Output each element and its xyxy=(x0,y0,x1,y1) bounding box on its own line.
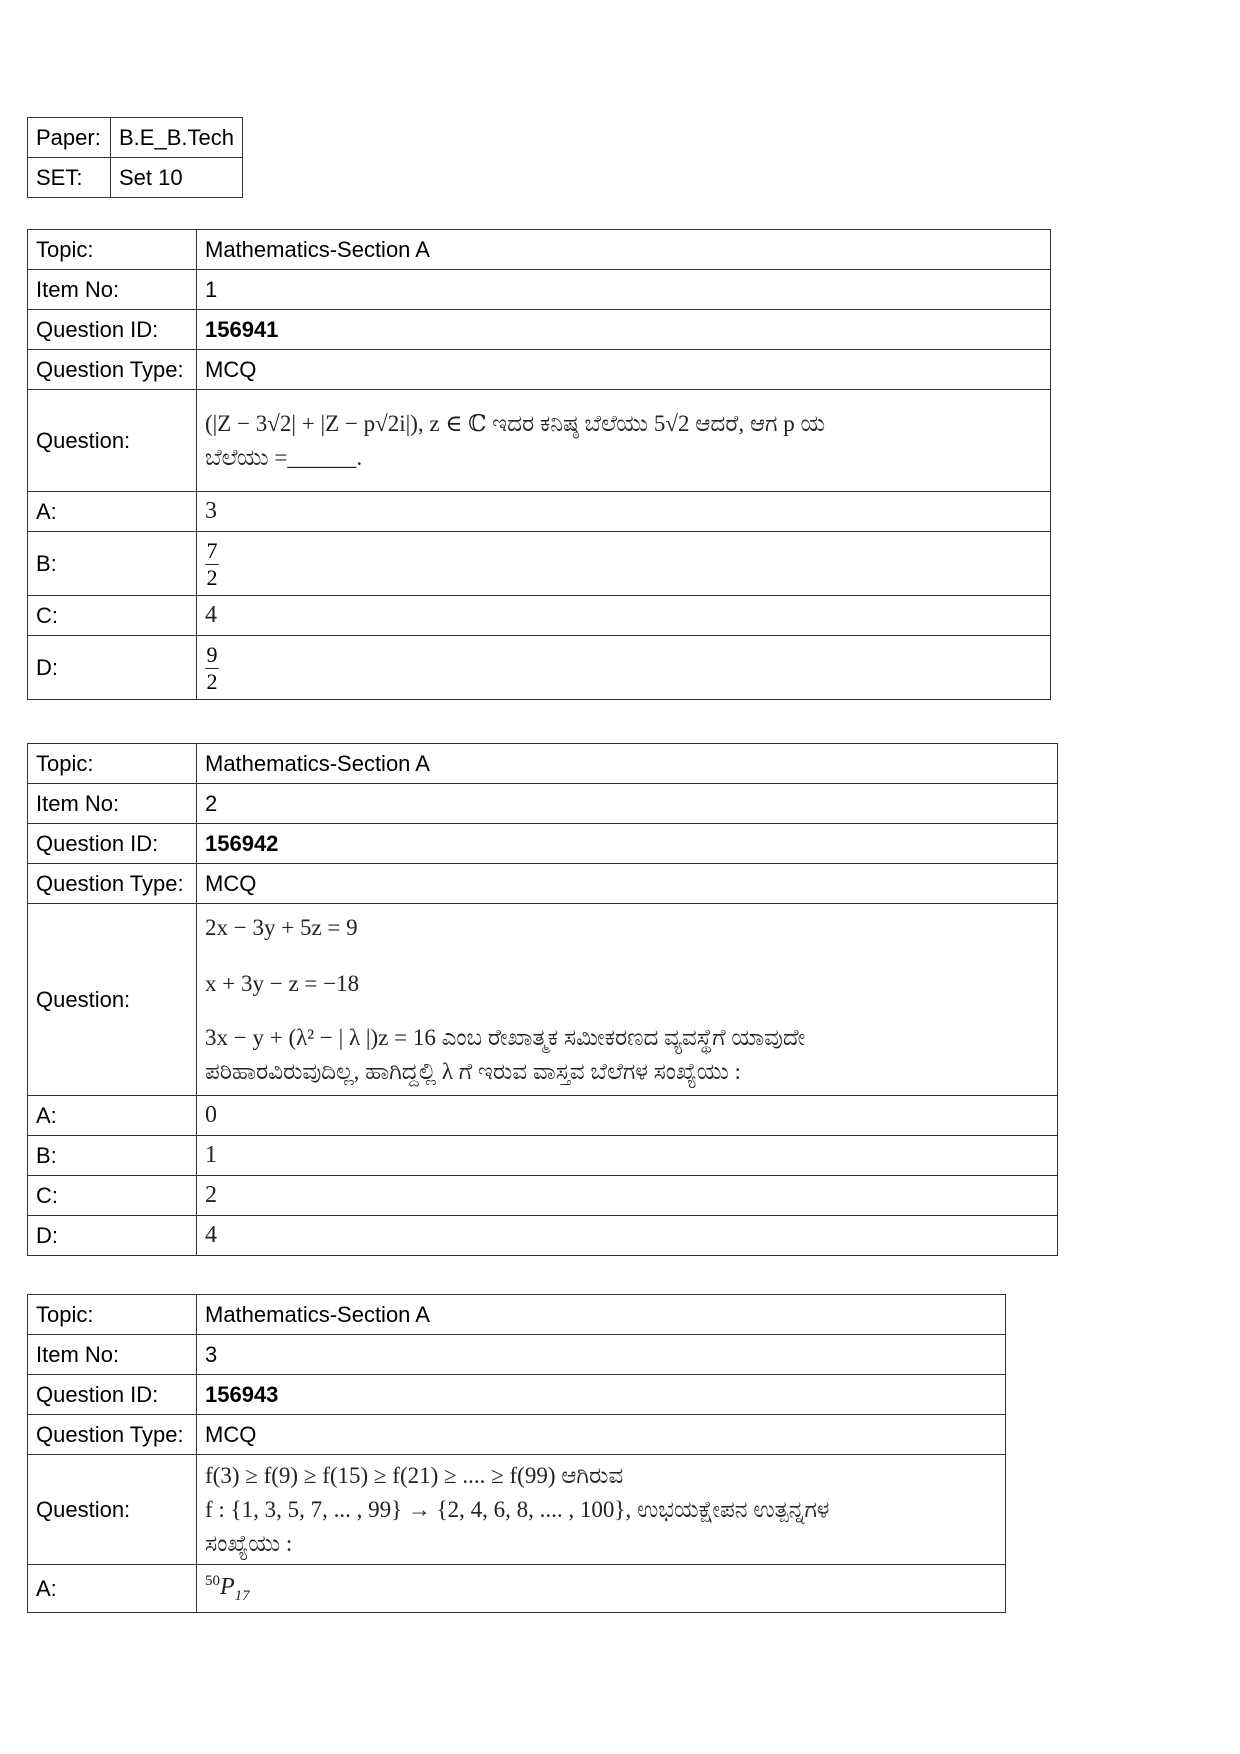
question-type-value: MCQ xyxy=(197,350,1051,390)
option-d-value: 4 xyxy=(197,1216,1058,1256)
question-id-label: Question ID: xyxy=(28,824,197,864)
question-line: (|Z − 3√2| + |Z − p√2i|), z ∈ ℂ ಇದರ ಕನಿಷ್ಠ ಬೆಲೆಯು 5√2 ಆದರೆ, ಆಗ p ಯ xyxy=(205,410,826,436)
question-table-2 xyxy=(27,743,1058,1256)
option-a-value xyxy=(197,1565,1006,1613)
item-no-value: 3 xyxy=(197,1335,1006,1375)
permutation-subscript: 17 xyxy=(234,1587,250,1604)
question-type-value: MCQ xyxy=(197,864,1058,904)
permutation-symbol: P xyxy=(220,1573,235,1600)
denominator: 2 xyxy=(206,565,218,590)
question-label: Question: xyxy=(28,1455,197,1565)
question-line: ಸಂಖ್ಯೆಯು : xyxy=(205,1530,293,1556)
equation-line: 2x − 3y + 5z = 9 xyxy=(205,914,358,940)
question-id-label: Question ID: xyxy=(28,310,197,350)
question-text xyxy=(197,390,1051,492)
question-line: f : {1, 3, 5, 7, ... , 99} → {2, 4, 6, 8, .... , 100}, ಉಭಯಕ್ಷೇಪನ ಉತ್ಪನ್ನಗಳ xyxy=(205,1496,830,1522)
set-value: Set 10 xyxy=(111,158,243,198)
permutation-superscript: 50 xyxy=(205,1572,220,1589)
option-a-value: 0 xyxy=(197,1096,1058,1136)
option-b-value: 1 xyxy=(197,1136,1058,1176)
item-no-label: Item No: xyxy=(28,784,197,824)
item-no-value: 1 xyxy=(197,270,1051,310)
question-label: Question: xyxy=(28,390,197,492)
option-a-label: A: xyxy=(28,492,197,532)
item-no-label: Item No: xyxy=(28,270,197,310)
equation-line: x + 3y − z = −18 xyxy=(205,970,360,996)
question-type-value: MCQ xyxy=(197,1415,1006,1455)
option-c-label: C: xyxy=(28,596,197,636)
option-b-value xyxy=(197,532,1051,596)
topic-value: Mathematics-Section A xyxy=(197,1295,1006,1335)
paper-info-table xyxy=(27,117,243,198)
fraction xyxy=(205,540,219,589)
option-b-label: B: xyxy=(28,532,197,596)
fraction xyxy=(205,644,219,693)
question-id-value: 156943 xyxy=(197,1375,1006,1415)
question-type-label: Question Type: xyxy=(28,350,197,390)
option-c-label: C: xyxy=(28,1176,197,1216)
paper-value: B.E_B.Tech xyxy=(111,118,243,158)
option-d-label: D: xyxy=(28,1216,197,1256)
option-d-value xyxy=(197,636,1051,700)
question-id-value: 156942 xyxy=(197,824,1058,864)
question-line: f(3) ≥ f(9) ≥ f(15) ≥ f(21) ≥ .... ≥ f(99) ಆಗಿರುವ xyxy=(205,1462,624,1488)
numerator: 9 xyxy=(206,642,218,667)
question-text xyxy=(197,904,1058,1096)
question-type-label: Question Type: xyxy=(28,864,197,904)
question-table-1 xyxy=(27,229,1051,700)
option-c-value: 4 xyxy=(197,596,1051,636)
equation-line: ಪರಿಹಾರವಿರುವುದಿಲ್ಲ, ಹಾಗಿದ್ದಲ್ಲಿ λ ಗೆ ಇರುವ ವಾಸ್ತವ ಬೆಲೆಗಳ ಸಂಖ್ಯೆಯು : xyxy=(205,1058,741,1084)
option-a-label: A: xyxy=(28,1565,197,1613)
topic-label: Topic: xyxy=(28,744,197,784)
item-no-value: 2 xyxy=(197,784,1058,824)
item-no-label: Item No: xyxy=(28,1335,197,1375)
option-c-value: 2 xyxy=(197,1176,1058,1216)
question-type-label: Question Type: xyxy=(28,1415,197,1455)
set-label: SET: xyxy=(28,158,111,198)
option-a-value: 3 xyxy=(197,492,1051,532)
topic-value: Mathematics-Section A xyxy=(197,230,1051,270)
question-text xyxy=(197,1455,1006,1565)
question-id-label: Question ID: xyxy=(28,1375,197,1415)
question-line: ಬೆಲೆಯು =______. xyxy=(205,444,363,470)
paper-label: Paper: xyxy=(28,118,111,158)
topic-label: Topic: xyxy=(28,230,197,270)
denominator: 2 xyxy=(206,669,218,694)
question-table-3 xyxy=(27,1294,1006,1613)
option-b-label: B: xyxy=(28,1136,197,1176)
question-label: Question: xyxy=(28,904,197,1096)
numerator: 7 xyxy=(206,538,218,563)
question-id-value: 156941 xyxy=(197,310,1051,350)
option-d-label: D: xyxy=(28,636,197,700)
topic-value: Mathematics-Section A xyxy=(197,744,1058,784)
option-a-label: A: xyxy=(28,1096,197,1136)
equation-line: 3x − y + (λ² − | λ |)z = 16 ಎಂಬ ರೇಖಾತ್ಮಕ ಸಮೀಕರಣದ ವ್ಯವಸ್ಥೆಗೆ ಯಾವುದೇ xyxy=(205,1024,806,1050)
topic-label: Topic: xyxy=(28,1295,197,1335)
